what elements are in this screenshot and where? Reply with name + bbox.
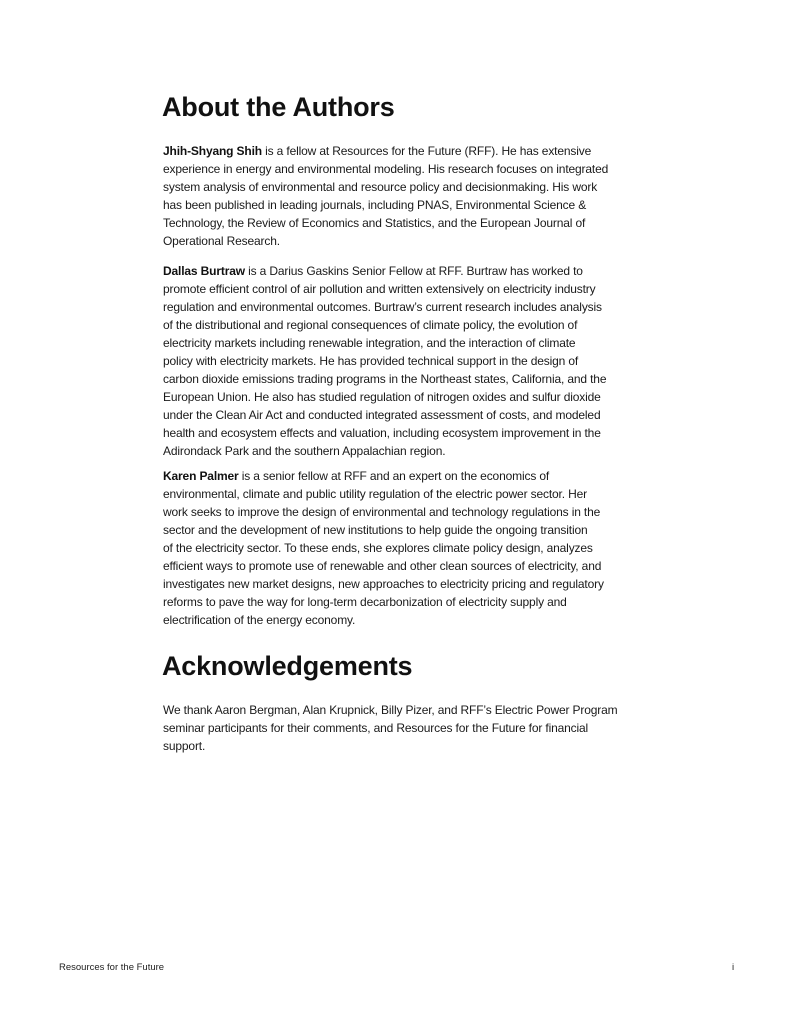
bio-line — [163, 262, 606, 280]
bio-line: Technology, the Review of Economics and Statistics, and the European Journal of — [163, 216, 586, 230]
ack-line: seminar participants for their comments, and Resources for the Future for financial — [163, 721, 589, 735]
bio-line: of the electricity sector. To these ends, she explores climate policy design, analyzes — [163, 541, 593, 555]
bio-line: Operational Research. — [163, 234, 280, 248]
bio-line — [163, 142, 608, 160]
bio-line: efficient ways to promote use of renewable and other clean sources of electricity, and — [163, 559, 602, 573]
bio-text: is a senior fellow at RFF and an expert on the economics of — [238, 469, 550, 483]
bio-text: is a Darius Gaskins Senior Fellow at RFF. Burtraw has worked to — [244, 264, 583, 278]
bio-line: has been published in leading journals, including PNAS, Environmental Science & — [163, 198, 587, 212]
author-name: Jhih-Shyang Shih — [163, 144, 262, 158]
bio-line: regulation and environmental outcomes. Burtraw’s current research includes analysis — [163, 300, 602, 314]
bio-line: carbon dioxide emissions trading programs in the Northeast states, California, and the — [163, 372, 607, 386]
bio-line: of the distributional and regional consequences of climate policy, the evolution of — [163, 318, 578, 332]
footer-publisher: Resources for the Future — [59, 962, 165, 973]
acknowledgements-text — [163, 701, 618, 755]
bio-line: work seeks to improve the design of environmental and technology regulations in the — [163, 505, 601, 519]
bio-line: policy with electricity markets. He has provided technical support in the design of — [163, 354, 579, 368]
bio-line: reforms to pave the way for long-term decarbonization of electricity supply and — [163, 595, 567, 609]
bio-line: experience in energy and environmental modeling. His research focuses on integrated — [163, 162, 609, 176]
bio-line: under the Clean Air Act and conducted integrated assessment of costs, and modeled — [163, 408, 601, 422]
author-name: Dallas Burtraw — [163, 264, 245, 278]
page-number: i — [732, 962, 735, 973]
bio-line: promote efficient control of air pollution and written extensively on electricity industry — [163, 282, 596, 296]
bio-line: health and ecosystem effects and valuation, including ecosystem improvement in the — [163, 426, 601, 440]
bio-line: European Union. He also has studied regulation of nitrogen oxides and sulfur dioxide — [163, 390, 601, 404]
bio-line — [163, 467, 604, 485]
author-name: Karen Palmer — [163, 469, 239, 483]
bio-line: electricity markets including renewable integration, and the interaction of climate — [163, 336, 576, 350]
bio-line: Adirondack Park and the southern Appalachian region. — [163, 444, 446, 458]
author-bio-burtraw — [163, 262, 606, 460]
bio-line: sector and the development of new institutions to help guide the ongoing transition — [163, 523, 588, 537]
author-bio-shih — [163, 142, 608, 250]
acknowledgements-heading: Acknowledgements — [162, 651, 413, 681]
bio-line: electrification of the energy economy. — [163, 613, 356, 627]
author-bio-palmer — [163, 467, 604, 629]
ack-line: support. — [163, 739, 206, 753]
bio-line: system analysis of environmental and resource policy and decisionmaking. His work — [163, 180, 598, 194]
about-authors-heading: About the Authors — [162, 92, 395, 122]
bio-text: is a fellow at Resources for the Future (RFF). He has extensive — [261, 144, 592, 158]
ack-line: We thank Aaron Bergman, Alan Krupnick, Billy Pizer, and RFF’s Electric Power Program — [163, 703, 618, 717]
bio-line: investigates new market designs, new approaches to electricity pricing and regulatory — [163, 577, 604, 591]
bio-line: environmental, climate and public utility regulation of the electric power sector. Her — [163, 487, 587, 501]
